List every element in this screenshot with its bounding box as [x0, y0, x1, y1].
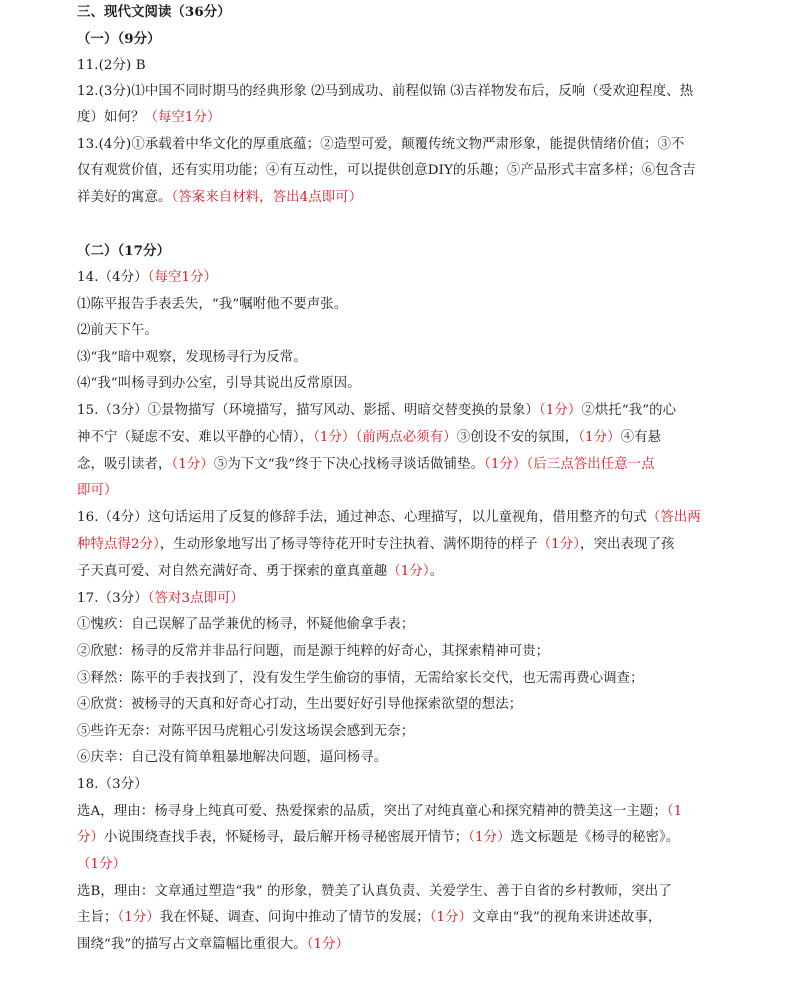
q18-a-score-1-cont: 分） — [77, 830, 104, 845]
q17-scoring-note: （答对3点即可） — [147, 591, 245, 606]
q18-b-text-3: 文章由“我”的视角来讲述故事， — [472, 910, 662, 925]
q13-line-2: 仅有观赏价值，还有实用功能；④有互动性，可以提供创意DIY的乐趣；⑤产品形式丰富多样；⑥包含吉 — [77, 163, 696, 178]
q18-b-score-3: （1分） — [306, 937, 350, 952]
q16-text-1: 16.（4分）这句话运用了反复的修辞手法，通过神态、心理描写，以儿童视角，借用整齐的句式 — [77, 510, 647, 525]
q18-b-text-4: 围绕“我”的描写占文章篇幅比重很大。 — [77, 937, 307, 952]
q18-b-text-1: 主旨； — [77, 910, 118, 925]
part-1-title: （一）（9分） — [77, 31, 161, 47]
q16-score-1: （答出两 — [646, 510, 701, 525]
q18-option-b-line-3 — [77, 936, 737, 954]
section-title: 三、现代文阅读（36分） — [77, 4, 231, 20]
q16-line-1 — [77, 509, 737, 527]
q14-item-4: ⑷“我”叫杨寻到办公室，引导其说出反常原因。 — [77, 376, 361, 391]
q18-a-text-3: 选文标题是《杨寻的秘密》。 — [510, 830, 680, 845]
q16-line-2 — [77, 536, 737, 554]
q14-item-2: ⑵前天下午。 — [77, 323, 158, 338]
q15-text-7: ⑤为下文“我”终于下决心找杨寻谈话做铺垫。 — [213, 457, 485, 472]
q15-text-1: 15.（3分）①景物描写（环境描写，描写风动、影摇、明暗交替变换的景象） — [77, 403, 539, 418]
q18-a-text-2: 小说围绕查找手表，怀疑杨寻，最后解开杨寻秘密展开情节； — [103, 830, 469, 845]
q14-label: 14.（4分） — [77, 270, 148, 285]
q15-score-2: （1分）（前两点必须有） — [313, 430, 457, 445]
q14-item-3: ⑶“我”暗中观察，发现杨寻行为反常。 — [77, 350, 307, 365]
q16-score-2: 种特点得2分） — [77, 537, 160, 552]
q16-text-2: ，生动形象地写出了杨寻等待花开时专注执着、满怀期待的样子 — [159, 537, 538, 552]
q13-text: 祥美好的寓意。 — [77, 190, 172, 205]
q18-b-score-1: （1分） — [117, 910, 160, 925]
q12-text: 度）如何？ — [77, 110, 145, 125]
q12-line-2 — [77, 109, 737, 127]
q11-answer: 11.(2分) B — [77, 58, 146, 73]
q13-line-3 — [77, 189, 737, 207]
q13-line-1: 13.(4分)①承载着中华文化的厚重底蕴；②造型可爱，颠覆传统文物严肃形象，能提供情绪价值；③不 — [77, 137, 685, 152]
q17-item-2: ②欣慰：杨寻的反常并非品行问题，而是源于纯粹的好奇心，其探索精神可贵； — [77, 644, 550, 659]
q15-text-4: ③创设不安的氛围， — [456, 430, 579, 445]
q16-text-5: 。 — [429, 564, 444, 579]
q15-score-1: （1分） — [538, 403, 582, 418]
q17-item-5: ⑤些许无奈：对陈平因马虎粗心引发这场误会感到无奈； — [77, 724, 415, 739]
q15-score-3: （1分） — [578, 430, 621, 445]
q14-scoring-note: （每空1分） — [147, 270, 218, 285]
q16-line-3 — [77, 563, 737, 581]
q18-heading: 18.（3分） — [77, 777, 148, 792]
q15-score-5: （1分）（后三点答出任意一点 — [484, 457, 655, 472]
q18-option-b-line-2 — [77, 909, 737, 927]
q15-text-2: ②烘托“我”的心 — [581, 403, 677, 418]
q18-b-score-2: （1分） — [429, 910, 473, 925]
q15-line-4: 即可） — [77, 483, 118, 498]
q16-score-4: （1分） — [387, 564, 430, 579]
q15-line-1 — [77, 402, 737, 420]
q18-option-a-line-3: （1分） — [77, 857, 127, 872]
q18-a-text-1: 选A，理由：杨寻身上纯真可爱、热爱探索的品质，突出了对纯真童心和探究精神的赞美这一主题； — [77, 804, 667, 819]
q15-text-5: ④有悬 — [620, 430, 662, 445]
q15-line-2 — [77, 429, 737, 447]
q17-item-6: ⑥庆幸：自己没有简单粗暴地解决问题，逼问杨寻。 — [77, 750, 388, 765]
q12-scoring-note: （每空1分） — [144, 110, 221, 125]
q18-option-a-line-1 — [77, 803, 737, 821]
q17-heading — [77, 590, 737, 608]
q18-a-score-2: （1分） — [468, 830, 511, 845]
q15-score-4: （1分） — [171, 457, 214, 472]
q15-text-6: 念，吸引读者， — [77, 457, 172, 472]
q17-item-3: ③释然：陈平的手表找到了，没有发生学生偷窃的事情，无需给家长交代，也无需再费心调查； — [77, 671, 644, 686]
q16-text-3: ，突出表现了孩 — [580, 537, 675, 552]
q14-item-1: ⑴陈平报告手表丢失，“我”嘱咐他不要声张。 — [77, 297, 348, 312]
q12-line-1: 12.(3分)⑴中国不同时期马的经典形象 ⑵马到成功、前程似锦 ⑶吉祥物发布后，反响（受欢迎程度、热 — [77, 84, 694, 99]
q18-option-a-line-2 — [77, 829, 737, 847]
q18-a-score-1: （1 — [666, 804, 683, 819]
q15-text-3: 神不宁（疑虑不安、难以平静的心情）， — [77, 430, 314, 445]
q16-score-3: （1分） — [537, 537, 581, 552]
q18-b-text-2: 我在怀疑、调查、问询中推动了情节的发展； — [159, 910, 430, 925]
q17-label: 17.（3分） — [77, 591, 148, 606]
q14-heading — [77, 269, 737, 287]
q17-item-4: ④欣赏：被杨寻的天真和好奇心打动，生出要好好引导他探索欲望的想法； — [77, 697, 523, 712]
q16-text-4: 子天真可爱、对自然充满好奇、勇于探索的童真童趣 — [77, 564, 388, 579]
q18-option-b-line-1: 选B，理由：文章通过塑造“我” 的形象，赞美了认真负责、关爱学生、善于自省的乡村教师，突出了 — [77, 884, 672, 899]
part-2-title: （二）（17分） — [77, 243, 171, 259]
q13-scoring-note: （答案来自材料，答出4点即可） — [171, 190, 363, 205]
q15-line-3 — [77, 456, 737, 474]
q17-item-1: ①愧疚：自己误解了品学兼优的杨寻，怀疑他偷拿手表； — [77, 617, 415, 632]
